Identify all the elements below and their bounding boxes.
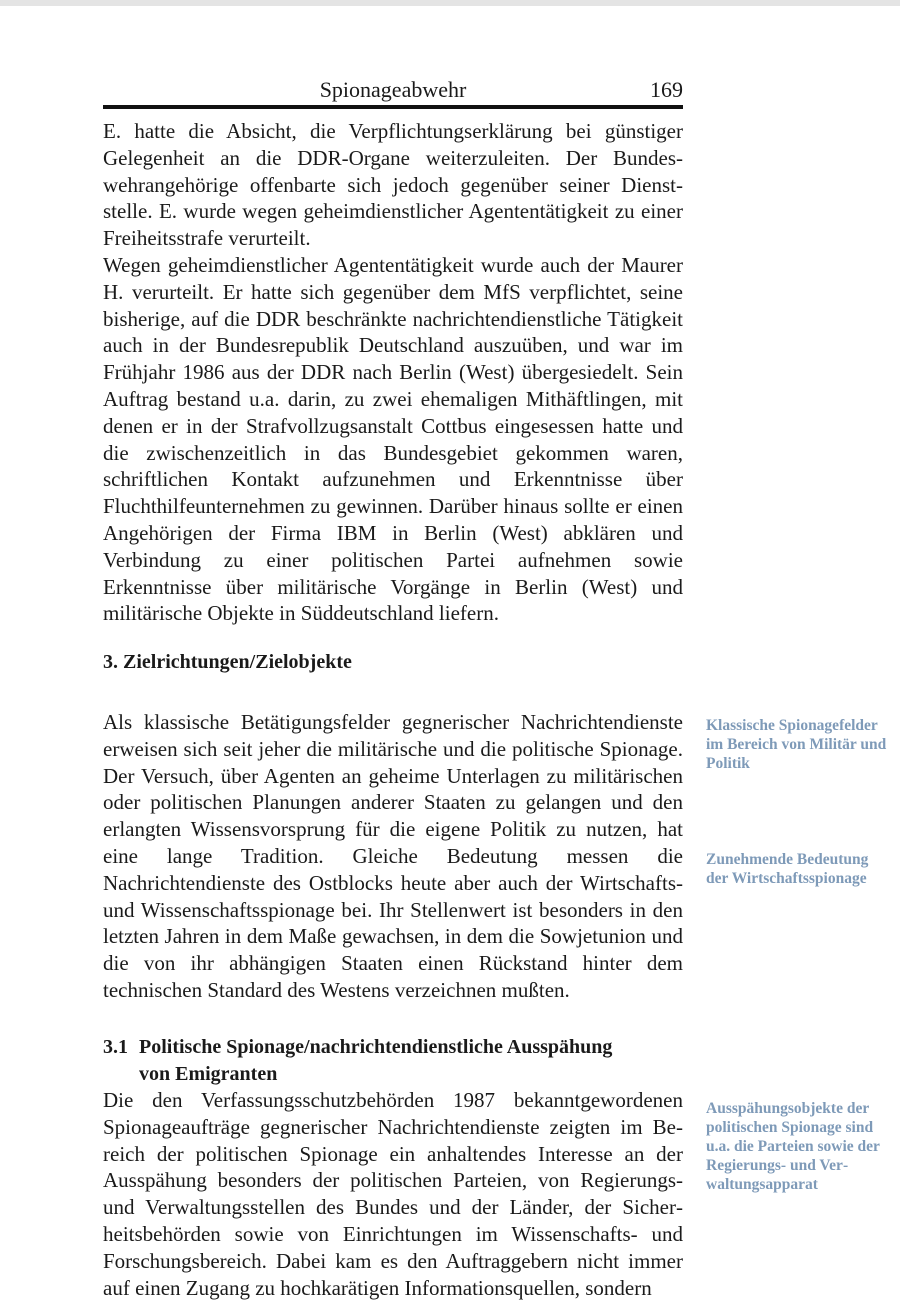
scan-edge bbox=[0, 0, 900, 6]
margin-note: Klassische Spionagefelder im Bereich von Militär und Politik bbox=[706, 717, 887, 772]
section-heading: 3. Zielrichtungen/Zielobjekte bbox=[103, 651, 352, 673]
running-header bbox=[103, 75, 683, 109]
paragraph: Wegen geheimdienstlicher Agententätigkeit wurde auch der Maurer H. verurteilt. Er hatte sich gegenüber dem MfS verpflichtet, seine bisherige, auf die DDR beschränkte nachrichtendienstliche Tätigkeit auch in der Bundesrepublik Deutschland auszuüben, und war im Frühjahr 1986 aus der DDR nach Berlin (West) übergesiedelt. Sein Auftrag bestand u.a. darin, zu zwei ehemaligen Mithäftlingen, mit denen er in der Strafvollzugsanstalt Cottbus eingesessen hatte und die zwischenzeitlich in das Bundesgebiet gekommen waren, schriftlichen Kontakt aufzunehmen und Erkenntnisse über Fluchthilfeunternehmen zu gewinnen. Darüber hinaus sollte er einen Angehörigen der Firma IBM in Berlin (West) abklären und Verbindung zu einer politischen Partei aufnehmen sowie Erkenntnisse über militärische Vorgänge in Berlin (West) und militärische Objekte in Süddeutschland liefern. bbox=[103, 252, 683, 626]
section-paragraph bbox=[103, 709, 683, 1004]
intro-text bbox=[103, 118, 683, 627]
paragraph: Als klassische Betätigungsfelder gegnerischer Nachrichtendienste erweisen sich seit jeher die militärische und die politische Spionage. Der Versuch, über Agenten an geheime Unterlagen zu militärischen oder politischen Planungen anderer Staaten zu gelangen und den erlangten Wissensvorsprung für die eigene Politik zu nutzen, hat eine lange Tradition. Gleiche Bedeutung messen die Nachrichtendienste des Ostblocks heute aber auch der Wirtschafts- und Wissenschaftsspionage bei. Ihr Stellenwert ist besonders in den letzten Jahren in dem Maße gewachsen, in dem die Sowjetunion und die von ihr abhängigen Staaten einen Rückstand hinter dem technischen Standard des Westens verzeichnen mußten. bbox=[103, 710, 683, 1002]
margin-note: Ausspähungsobjekte der politischen Spionage sind u.a. die Parteien sowie der Regierungs- und Verwaltungsapparat bbox=[706, 1100, 880, 1193]
running-title: Spionageabwehr bbox=[319, 77, 467, 102]
subsection-heading bbox=[103, 1034, 612, 1088]
margin-note: Zunehmende Bedeutung der Wirtschaftsspionage bbox=[706, 851, 869, 887]
subsection-paragraph bbox=[103, 1087, 683, 1301]
paragraph: E. hatte die Absicht, die Verpflichtungserklärung bei günstiger Gelegenheit an die DDR-Organe weiterzuleiten. Der Bundeswehrangehörige offenbarte sich jedoch gegenüber seiner Dienststelle. E. wurde wegen geheimdienstlicher Agententätigkeit zu einer Freiheitsstrafe verurteilt. bbox=[103, 119, 683, 251]
page-number: 169 bbox=[650, 77, 683, 102]
subsection-title-line2: von Emigranten bbox=[139, 1063, 278, 1085]
subsection-title-line1: Politische Spionage/nachrichtendienstliche Ausspähung bbox=[139, 1036, 613, 1058]
paragraph: Die den Verfassungsschutzbehörden 1987 bekanntgewordenen Spionageaufträge gegnerischer Nachrichtendienste zeigten im Bereich der politischen Spionage ein anhaltendes Interesse an der Ausspähung besonders der politischen Parteien, von Regierungs- und Verwaltungsstellen des Bundes und der Länder, der Sicherheitsbehörden sowie von Einrichtungen im Wissenschafts- und Forschungsbereich. Dabei kam es den Auftraggebern nicht immer auf einen Zugang zu hochkarätigen Informationsquellen, sondern bbox=[103, 1088, 683, 1300]
subsection-number: 3.1 bbox=[103, 1036, 128, 1058]
